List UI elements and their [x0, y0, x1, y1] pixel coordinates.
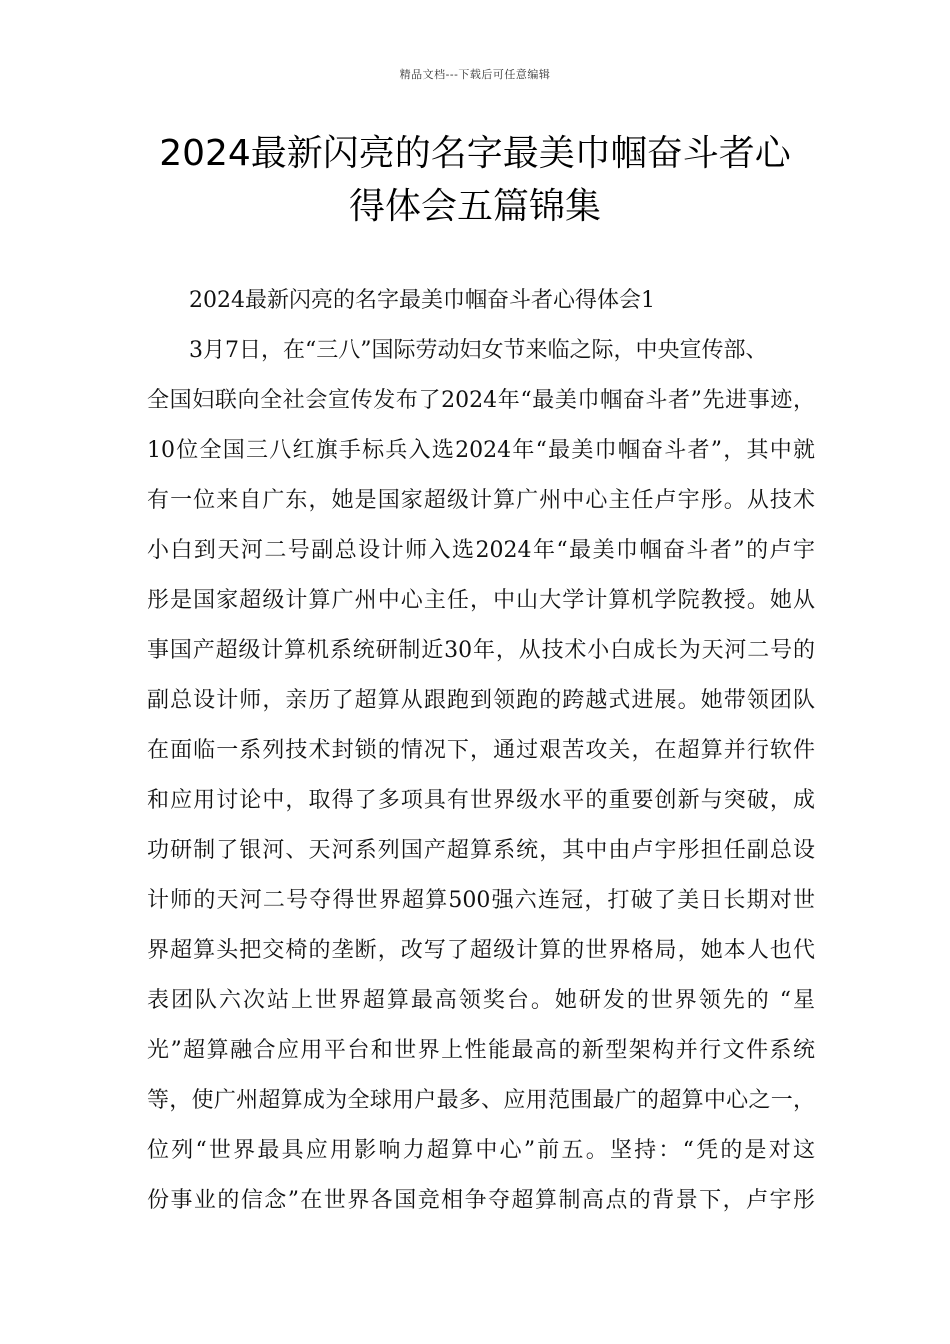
- title-line-1: 2024最新闪亮的名字最美巾帼奋斗者心: [159, 133, 791, 174]
- body-line: 彤是国家超级计算广州中心主任，中山大学计算机学院教授。她从: [147, 588, 815, 613]
- section-heading: 2024最新闪亮的名字最美巾帼奋斗者心得体会1: [189, 288, 655, 313]
- body-line: 有一位来自广东，她是国家超级计算广州中心主任卢宇彤。从技术: [147, 488, 815, 513]
- body-line: 3月7日，在“三八”国际劳动妇女节来临之际，中央宣传部、: [189, 338, 768, 363]
- body-line: 份事业的信念”在世界各国竞相争夺超算制高点的背景下，卢宇彤: [147, 1188, 815, 1213]
- body-line: 10位全国三八红旗手标兵入选2024年“最美巾帼奋斗者”，其中就: [147, 438, 815, 463]
- body-line: 表团队六次站上世界超算最高领奖台。她研发的世界领先的 “星: [147, 988, 815, 1013]
- body-line: 副总设计师，亲历了超算从跟跑到领跑的跨越式进展。她带领团队: [147, 688, 815, 713]
- body-line: 等，使广州超算成为全球用户最多、应用范围最广的超算中心之一，: [147, 1088, 815, 1113]
- body-line: 事国产超级计算机系统研制近30年，从技术小白成长为天河二号的: [147, 638, 815, 663]
- body-line: 小白到天河二号副总设计师入选2024年“最美巾帼奋斗者”的卢宇: [147, 538, 815, 563]
- body-line: 全国妇联向全社会宣传发布了2024年“最美巾帼奋斗者”先进事迹，: [147, 388, 815, 413]
- document-title: [120, 127, 830, 233]
- body-line: 光”超算融合应用平台和世界上性能最高的新型架构并行文件系统: [147, 1038, 815, 1063]
- body-line: 功研制了银河、天河系列国产超算系统，其中由卢宇彤担任副总设: [147, 838, 815, 863]
- body-line: 计师的天河二号夺得世界超算500强六连冠，打破了美日长期对世: [147, 888, 815, 913]
- body-line: 位列“世界最具应用影响力超算中心”前五。坚持：“凭的是对这: [147, 1138, 815, 1163]
- document-body: [147, 276, 815, 1226]
- header-note: 精品文档---下载后可任意编辑: [399, 68, 551, 81]
- title-line-2: 得体会五篇锦集: [348, 186, 601, 227]
- body-line: 和应用讨论中，取得了多项具有世界级水平的重要创新与突破，成: [147, 788, 815, 813]
- body-line: 界超算头把交椅的垄断，改写了超级计算的世界格局，她本人也代: [147, 938, 815, 963]
- body-line: 在面临一系列技术封锁的情况下，通过艰苦攻关，在超算并行软件: [147, 738, 815, 763]
